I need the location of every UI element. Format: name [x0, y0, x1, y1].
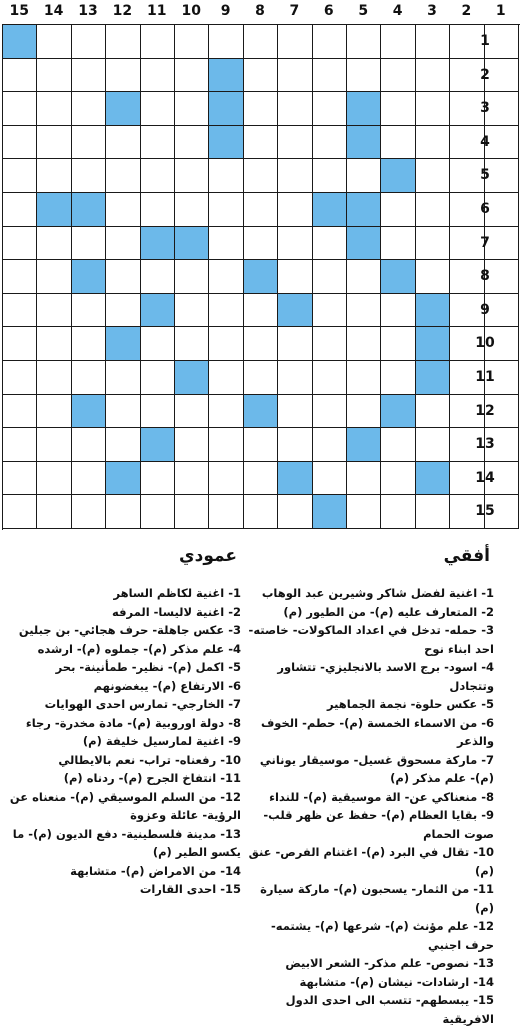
grid-cell[interactable]	[141, 260, 175, 294]
grid-cell[interactable]	[106, 495, 140, 529]
grid-cell[interactable]	[141, 92, 175, 126]
grid-cell[interactable]	[106, 227, 140, 261]
grid-cell[interactable]	[106, 59, 140, 93]
down-clue: 1- اغنية لكاظم الساهر	[113, 586, 241, 600]
grid-cell[interactable]	[416, 260, 450, 294]
grid-cell[interactable]	[381, 462, 415, 496]
grid-cell[interactable]	[244, 193, 278, 227]
grid-cell[interactable]	[244, 361, 278, 395]
grid-cell[interactable]	[381, 193, 415, 227]
grid-cell[interactable]	[313, 361, 347, 395]
blocked-cell	[278, 294, 312, 328]
grid-cell[interactable]	[106, 361, 140, 395]
down-clue: 9- اغنية لمارسيل خليفة (م)	[82, 734, 241, 748]
grid-cell[interactable]	[175, 159, 209, 193]
grid-cell[interactable]	[416, 126, 450, 160]
row-number: 1	[480, 33, 490, 49]
grid-cell[interactable]	[141, 395, 175, 429]
grid-cell[interactable]	[141, 193, 175, 227]
grid-cell[interactable]	[141, 462, 175, 496]
clues-section	[0, 540, 500, 1026]
grid-cell[interactable]	[244, 327, 278, 361]
grid-cell[interactable]	[416, 25, 450, 59]
row-number: 5	[480, 167, 490, 184]
across-clues	[244, 540, 496, 1028]
grid-cell[interactable]	[3, 227, 37, 261]
blocked-cell	[347, 193, 381, 227]
blocked-cell	[209, 92, 243, 126]
grid-cell[interactable]	[37, 260, 71, 294]
grid-cell[interactable]	[381, 25, 415, 59]
grid-cell[interactable]	[106, 25, 140, 59]
across-clue: 5- عكس حلوة- نجمة الجماهير	[326, 697, 494, 711]
grid-cell[interactable]	[3, 159, 37, 193]
grid-cell[interactable]	[141, 495, 175, 529]
column-number: 10	[181, 3, 201, 19]
grid-cell[interactable]	[244, 495, 278, 529]
grid-cell[interactable]	[278, 395, 312, 429]
grid-cell[interactable]	[278, 92, 312, 126]
grid-cell[interactable]	[3, 126, 37, 160]
column-number: 11	[147, 3, 167, 19]
grid-cell[interactable]	[37, 428, 71, 462]
grid-cell[interactable]	[37, 327, 71, 361]
across-clue: 6- من الاسماء الخمسة (م)- حطم- الخوف والذعر	[260, 715, 494, 748]
grid-cell[interactable]	[37, 227, 71, 261]
grid-cell[interactable]	[381, 495, 415, 529]
grid-cell[interactable]	[141, 126, 175, 160]
grid-cell[interactable]	[278, 327, 312, 361]
grid-cell[interactable]	[313, 428, 347, 462]
grid-cell[interactable]	[141, 159, 175, 193]
across-heading: أفقي	[443, 546, 490, 566]
grid-cell[interactable]	[37, 126, 71, 160]
grid-cell[interactable]	[72, 495, 106, 529]
grid-cell[interactable]	[141, 361, 175, 395]
across-clue: 3- حمله- تدخل في اعداد الماكولات- خاصته- احد ابناء نوح	[248, 623, 494, 656]
row-number: 8	[480, 268, 490, 285]
grid-cell[interactable]	[209, 327, 243, 361]
grid-cell[interactable]	[278, 159, 312, 193]
grid-cell[interactable]	[381, 227, 415, 261]
grid-cell[interactable]	[244, 428, 278, 462]
grid-cell[interactable]	[3, 260, 37, 294]
column-number: 15	[9, 3, 29, 19]
grid-cell[interactable]	[381, 59, 415, 93]
grid-cell[interactable]	[175, 294, 209, 328]
grid-cell[interactable]	[106, 260, 140, 294]
grid-cell[interactable]	[278, 428, 312, 462]
across-clue: 12- علم مؤنث (م)- شرعها (م)- يشتمه- حرف اجنبي	[270, 919, 494, 952]
down-clue: 5- اكمل (م)- نظير- طمأنينة- بحر	[55, 660, 241, 674]
blocked-cell	[347, 428, 381, 462]
column-number: 7	[289, 3, 300, 19]
grid-cell[interactable]	[72, 327, 106, 361]
grid-cell[interactable]	[244, 294, 278, 328]
across-clue: 1- اغنية لفضل شاكر وشيرين عبد الوهاب	[261, 586, 494, 600]
blocked-cell	[106, 462, 140, 496]
blocked-cell	[416, 327, 450, 361]
grid-cell[interactable]	[141, 25, 175, 59]
blocked-cell	[72, 193, 106, 227]
grid-cell[interactable]	[244, 159, 278, 193]
down-heading: عمودي	[179, 546, 237, 566]
grid-cell[interactable]	[313, 294, 347, 328]
grid-cell[interactable]	[37, 361, 71, 395]
across-clue: 14- ارشادات- نيشان (م)- متشابهة	[299, 974, 494, 989]
blocked-cell	[106, 92, 140, 126]
row-number: 13	[475, 436, 495, 453]
grid-cell[interactable]	[209, 495, 243, 529]
blocked-cell	[381, 260, 415, 294]
across-clue: 8- منعناكي عن- الة موسيقية (م)- للنداء	[269, 789, 494, 804]
down-clues	[0, 540, 243, 899]
row-number: 7	[480, 234, 490, 251]
row-number: 9	[480, 301, 490, 318]
grid-cell[interactable]	[381, 361, 415, 395]
grid-cell[interactable]	[72, 462, 106, 496]
grid-cell[interactable]	[72, 227, 106, 261]
blocked-cell	[141, 428, 175, 462]
column-number: 14	[43, 3, 64, 19]
grid-cell[interactable]	[278, 193, 312, 227]
column-number: 1	[495, 3, 506, 19]
row-number: 14	[475, 469, 495, 486]
grid-cell[interactable]	[416, 395, 450, 429]
grid-cell[interactable]	[278, 495, 312, 529]
blocked-cell	[175, 227, 209, 261]
grid-cell[interactable]	[175, 92, 209, 126]
grid-cell[interactable]	[244, 227, 278, 261]
grid-cell[interactable]	[381, 327, 415, 361]
grid-cell[interactable]	[416, 159, 450, 193]
grid-cell[interactable]	[313, 327, 347, 361]
blocked-cell	[72, 395, 106, 429]
grid-cell[interactable]	[278, 25, 312, 59]
down-clue: 14- من الامراض (م)- متشابهة	[70, 863, 241, 878]
row-number: 4	[480, 133, 490, 150]
blocked-cell	[209, 59, 243, 93]
across-clue: 2- المتعارف عليه (م)- من الطيور (م)	[283, 604, 494, 619]
grid-cell[interactable]	[278, 59, 312, 93]
grid-cell[interactable]	[416, 59, 450, 93]
column-numbers	[0, 0, 506, 22]
grid-cell[interactable]	[175, 260, 209, 294]
down-clue: 13- مدينة فلسطينية- دفع الديون (م)- ما يكسو الطير (م)	[12, 826, 241, 859]
down-clue: 6- الارتفاع (م)- يبغضونهم	[93, 678, 241, 693]
across-clue: 7- ماركة مسحوق غسيل- موسيقار يوناني (م)- علم مذكر (م)	[259, 752, 494, 785]
blocked-cell	[347, 92, 381, 126]
grid-cell[interactable]	[347, 327, 381, 361]
grid-cell[interactable]	[3, 462, 37, 496]
grid-cell[interactable]	[244, 25, 278, 59]
blocked-cell	[313, 193, 347, 227]
column-number: 4	[392, 3, 403, 19]
grid-cell[interactable]	[37, 25, 71, 59]
grid-cell[interactable]	[106, 193, 140, 227]
down-clue: 12- من السلم الموسيقي (م)- منعناه عن الرؤية- عائلة وعزوة	[9, 789, 241, 822]
grid-cell[interactable]	[347, 25, 381, 59]
grid-cell[interactable]	[381, 92, 415, 126]
row-number: 6	[480, 201, 490, 217]
blocked-cell	[244, 395, 278, 429]
column-number: 9	[220, 3, 231, 19]
grid-cell[interactable]	[313, 25, 347, 59]
grid-cell[interactable]	[278, 227, 312, 261]
blocked-cell	[244, 260, 278, 294]
column-number: 6	[323, 3, 334, 19]
blocked-cell	[3, 25, 37, 59]
across-clue: 15- يبسطهم- تتسب الى احدى الدول الافريقية	[285, 993, 494, 1026]
grid-cell[interactable]	[416, 428, 450, 462]
across-clue: 10- تقال في البرد (م)- اغتنام الفرص- عنق (م)	[248, 845, 494, 878]
blocked-cell	[347, 227, 381, 261]
grid-cell[interactable]	[3, 193, 37, 227]
down-clue: 4- علم مذكر (م)- جملوه (م)- ارشده	[37, 641, 241, 656]
grid-cell[interactable]	[381, 294, 415, 328]
grid-cell[interactable]	[209, 159, 243, 193]
grid-cell[interactable]	[175, 462, 209, 496]
row-number: 15	[475, 503, 495, 520]
blocked-cell	[381, 159, 415, 193]
grid-cell[interactable]	[175, 126, 209, 160]
blocked-cell	[416, 361, 450, 395]
grid-cell[interactable]	[416, 495, 450, 529]
grid-cell[interactable]	[3, 495, 37, 529]
grid-cell[interactable]	[72, 159, 106, 193]
grid-cell[interactable]	[347, 294, 381, 328]
down-clue: 10- رفعناه- تراب- نعم بالايطالي	[58, 752, 241, 767]
grid-cell[interactable]	[244, 59, 278, 93]
column-number: 2	[461, 3, 472, 19]
grid-cell[interactable]	[72, 59, 106, 93]
grid-cell[interactable]	[244, 92, 278, 126]
grid-cell[interactable]	[175, 25, 209, 59]
row-number: 2	[480, 66, 490, 83]
row-number: 10	[475, 335, 495, 352]
grid-cell[interactable]	[37, 395, 71, 429]
grid-cell[interactable]	[313, 260, 347, 294]
blocked-cell	[37, 193, 71, 227]
row-number: 3	[480, 100, 490, 117]
grid-cell[interactable]	[37, 495, 71, 529]
grid-cell[interactable]	[3, 395, 37, 429]
grid-cell[interactable]	[72, 361, 106, 395]
blocked-cell	[175, 361, 209, 395]
across-clue-list	[244, 584, 496, 1028]
blocked-cell	[347, 126, 381, 160]
blocked-cell	[278, 462, 312, 496]
grid-cell[interactable]	[381, 428, 415, 462]
grid-cell[interactable]	[37, 92, 71, 126]
grid-cell[interactable]	[141, 327, 175, 361]
grid-cell[interactable]	[313, 59, 347, 93]
grid-cell[interactable]	[416, 92, 450, 126]
grid-cell[interactable]	[3, 294, 37, 328]
grid-cell[interactable]	[72, 428, 106, 462]
grid-cell[interactable]	[175, 193, 209, 227]
grid-cell[interactable]	[278, 260, 312, 294]
grid-cell[interactable]	[209, 428, 243, 462]
blocked-cell	[209, 126, 243, 160]
column-number: 3	[427, 3, 437, 19]
down-clue-list	[0, 584, 243, 899]
grid-cell[interactable]	[313, 92, 347, 126]
column-number: 5	[358, 3, 369, 19]
crossword-grid	[2, 24, 520, 530]
grid-cell[interactable]	[209, 25, 243, 59]
grid-cell[interactable]	[106, 395, 140, 429]
grid-cell[interactable]	[72, 92, 106, 126]
column-number: 13	[78, 3, 98, 19]
grid-cell[interactable]	[313, 227, 347, 261]
grid-cell[interactable]	[209, 361, 243, 395]
blocked-cell	[416, 294, 450, 328]
grid-cell[interactable]	[175, 59, 209, 93]
down-clue: 11- انتفاخ الجرح (م)- ردناه (م)	[63, 771, 241, 785]
grid-cell[interactable]	[313, 462, 347, 496]
across-clue: 9- بقايا العظام (م)- حفظ عن ظهر قلب- صوت الحمام	[263, 808, 494, 841]
down-clue: 7- الخارجي- تمارس احدى الهوايات	[44, 697, 241, 711]
grid-cell[interactable]	[416, 227, 450, 261]
grid-cell[interactable]	[209, 462, 243, 496]
grid-cell[interactable]	[347, 361, 381, 395]
row-number: 11	[475, 369, 495, 385]
grid-cell[interactable]	[313, 159, 347, 193]
grid-cell[interactable]	[313, 395, 347, 429]
grid-cell[interactable]	[175, 327, 209, 361]
grid-cell[interactable]	[416, 193, 450, 227]
grid-cell[interactable]	[209, 193, 243, 227]
down-clue: 15- احدى القارات	[139, 882, 241, 896]
grid-cell[interactable]	[37, 462, 71, 496]
grid-cell[interactable]	[3, 59, 37, 93]
grid-cell[interactable]	[72, 126, 106, 160]
grid-cell[interactable]	[3, 361, 37, 395]
grid-cell[interactable]	[347, 260, 381, 294]
grid-cell[interactable]	[106, 126, 140, 160]
grid-cell[interactable]	[3, 327, 37, 361]
blocked-cell	[106, 327, 140, 361]
grid-cell[interactable]	[278, 126, 312, 160]
grid-cell[interactable]	[347, 159, 381, 193]
grid-cell[interactable]	[141, 59, 175, 93]
blocked-cell	[141, 294, 175, 328]
grid-cell[interactable]	[3, 92, 37, 126]
blocked-cell	[141, 227, 175, 261]
grid-cell[interactable]	[209, 260, 243, 294]
grid-cell[interactable]	[347, 395, 381, 429]
grid-cell[interactable]	[347, 462, 381, 496]
grid-cell[interactable]	[278, 361, 312, 395]
grid-cell[interactable]	[37, 159, 71, 193]
grid-cell[interactable]	[244, 462, 278, 496]
grid-cell[interactable]	[209, 227, 243, 261]
grid-cell[interactable]	[3, 428, 37, 462]
across-clue: 11- من الثمار- يسحبون (م)- ماركة سيارة (م)	[260, 882, 494, 915]
grid-cell[interactable]	[37, 59, 71, 93]
grid-cell[interactable]	[106, 159, 140, 193]
grid-cell[interactable]	[37, 294, 71, 328]
down-clue: 8- دولة اوروبية (م)- مادة مخدرة- رجاء	[25, 715, 241, 730]
across-clue: 4- اسود- برج الاسد بالانجليزي- تتشاور وتتجادل	[277, 660, 494, 693]
grid-cell[interactable]	[209, 395, 243, 429]
column-number: 8	[255, 3, 265, 19]
blocked-cell	[381, 395, 415, 429]
grid-cell[interactable]	[175, 495, 209, 529]
blocked-cell	[416, 462, 450, 496]
blocked-cell	[72, 260, 106, 294]
grid-cell[interactable]	[347, 59, 381, 93]
grid-cell[interactable]	[175, 428, 209, 462]
grid-cell[interactable]	[106, 428, 140, 462]
grid-cell[interactable]	[381, 126, 415, 160]
row-number: 12	[475, 402, 495, 419]
grid-cell[interactable]	[72, 25, 106, 59]
column-number: 12	[112, 3, 133, 19]
grid-cell[interactable]	[313, 126, 347, 160]
across-clue: 13- نصوص- علم مذكر- الشعر الابيض	[285, 956, 494, 970]
grid-cell[interactable]	[106, 294, 140, 328]
grid-cell[interactable]	[175, 395, 209, 429]
grid-cell[interactable]	[209, 294, 243, 328]
grid-cell[interactable]	[244, 126, 278, 160]
down-clue: 2- اغنية لاليسا- المرفه	[112, 604, 241, 619]
grid-cell[interactable]	[347, 495, 381, 529]
blocked-cell	[313, 495, 347, 529]
down-clue: 3- عكس جاهلة- حرف هجائي- بن جبلين	[18, 623, 241, 637]
grid-cell[interactable]	[72, 294, 106, 328]
